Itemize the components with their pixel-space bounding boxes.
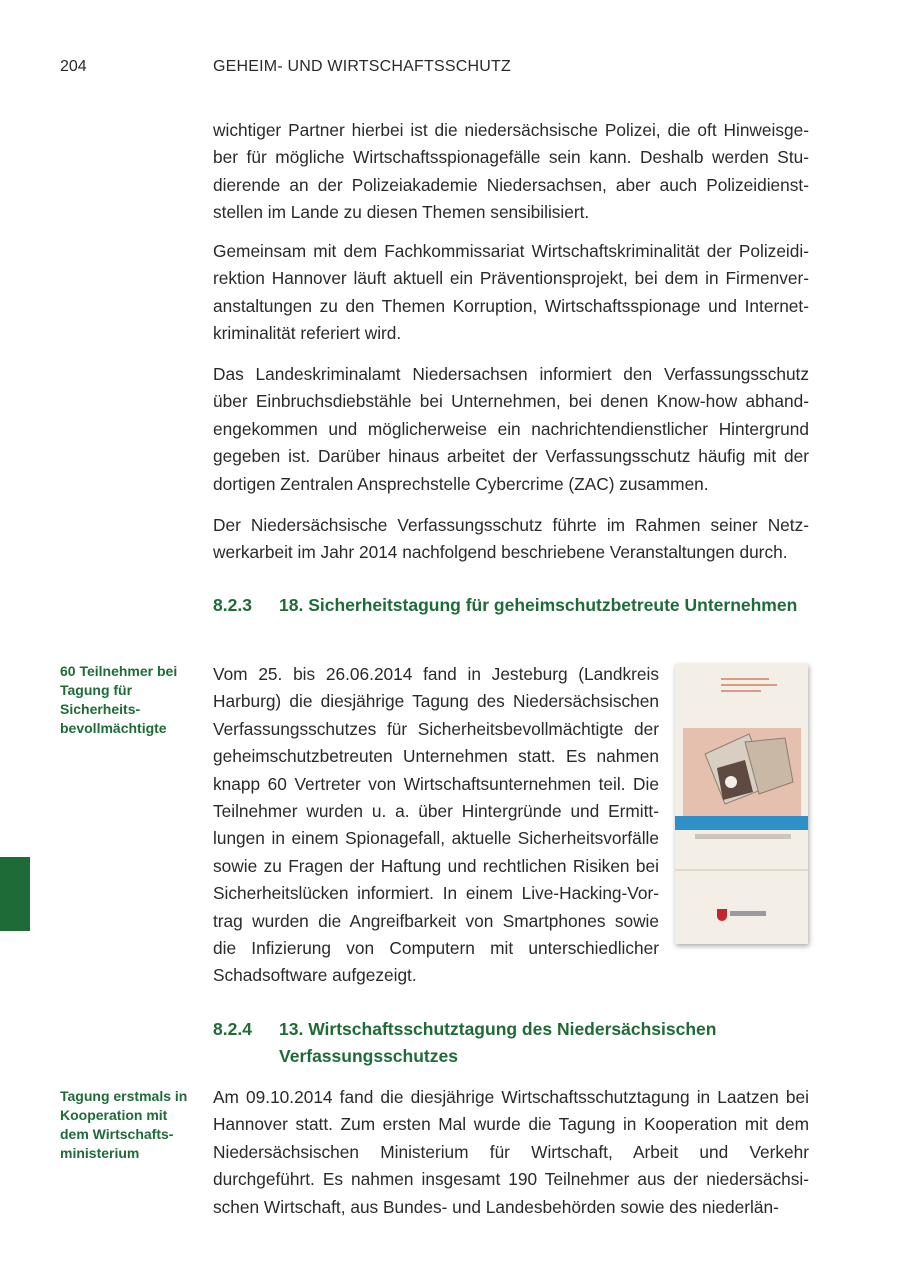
niedersachsen-logo-icon	[717, 909, 727, 921]
chapter-tab-marker	[0, 857, 30, 931]
page-number: 204	[60, 58, 87, 75]
section-heading-8-2-3	[213, 592, 809, 619]
paragraph-5	[213, 661, 659, 990]
brochure-illustration	[675, 664, 808, 944]
paragraph-text: Gemeinsam mit dem Fachkommissariat Wirtschaftskriminalität der Polizeidirektion Hannover läuft aktuell ein Präventionsprojekt, bei dem in Firmenveranstaltungen zu den Themen Korruption, Wirtschaftsspionage und Internetkriminalität referiert wird.	[213, 241, 809, 344]
brochure-cover-image	[675, 664, 808, 944]
paragraph-text: Am 09.10.2014 fand die diesjährige Wirtschaftsschutztagung in Laatzen bei Hannover statt. Zum ersten Mal wurde die Tagung in Kooperation mit dem Niedersächsischen Ministerium für Wirtschaft, Arbeit und Verkehr durchgeführt. Es nahmen insgesamt 190 Teilnehmer aus der niedersächsischen Wirtschaft, aus Bundes- und Landesbehörden sowie des niederlän-	[213, 1087, 809, 1217]
paragraph-4	[213, 512, 809, 567]
paragraph-2	[213, 238, 809, 348]
paragraph-1	[213, 117, 809, 227]
brochure-divider	[675, 869, 808, 871]
brochure-blue-band	[675, 816, 808, 830]
paragraph-text: wichtiger Partner hierbei ist die niedersächsische Polizei, die oft Hinweisgeber für mögliche Wirtschaftsspionagefälle sein kann. Deshalb werden Studierende an der Polizeiakademie Niedersachsen, aber auch Polizeidienststellen im Lande zu diesen Themen sensibilisiert.	[213, 120, 809, 223]
brochure-subtitle-line	[695, 834, 791, 839]
section-heading-8-2-4	[213, 1016, 809, 1070]
paragraph-text: Vom 25. bis 26.06.2014 fand in Jesteburg (Landkreis Harburg) die diesjährige Tagung des Niedersächsischen Verfassungsschutzes für Sicherheitsbevollmächtigte der geheimschutzbetreuten Unternehmen statt. Es nahmen knapp 60 Vertreter von Wirtschaftsunternehmen teil. Die Teilnehmer wurden u. a. über Hintergründe und Ermittlungen in einem Spionagefall, aktuelle Sicherheitsvorfälle sowie zu Fragen der Haftung und rechtlichen Risiken bei Sicherheitslücken informiert. In einem Live-Hacking-Vortrag wurden die Angreifbarkeit von Smartphones sowie die Infizierung von Computern mit unterschiedlicher Schadsoftware aufgezeigt.	[213, 664, 659, 986]
paragraph-3	[213, 361, 809, 498]
brochure-detail	[725, 776, 737, 788]
margin-note-cooperation: Tagung erstmals in Kooperation mit dem Wirtschaftsministerium	[60, 1088, 188, 1161]
running-head: GEHEIM- UND WIRTSCHAFTSSCHUTZ	[213, 58, 511, 75]
section-title: 13. Wirtschaftsschutztagung des Niedersächsischen Verfassungsschutzes	[279, 1019, 717, 1066]
paragraph-text: Der Niedersächsische Verfassungsschutz führte im Rahmen seiner Netzwerkarbeit im Jahr 2014 nachfolgend beschriebene Veranstaltungen durch.	[213, 515, 809, 563]
section-title: 18. Sicherheitstagung für geheimschutzbetreute Unternehmen	[279, 595, 798, 615]
paragraph-text: Das Landeskriminalamt Niedersachsen informiert den Verfassungsschutz über Einbruchsdiebstähle bei Unternehmen, bei denen Know-how abhandengekommen und möglicherweise ein nachrichtendienstlicher Hintergrund gegeben ist. Darüber hinaus arbeitet der Verfassungsschutz häufig mit der dortigen Zentralen Ansprechstelle Cybercrime (ZAC) zusammen.	[213, 364, 809, 494]
margin-note-participants: 60 Teilnehmer bei Tagung für Sicherheitsbevollmächtigte	[60, 663, 178, 736]
paragraph-6	[213, 1084, 809, 1221]
section-number: 8.2.3	[213, 595, 252, 615]
brochure-logo-wordmark	[730, 911, 766, 916]
section-number: 8.2.4	[213, 1019, 252, 1039]
